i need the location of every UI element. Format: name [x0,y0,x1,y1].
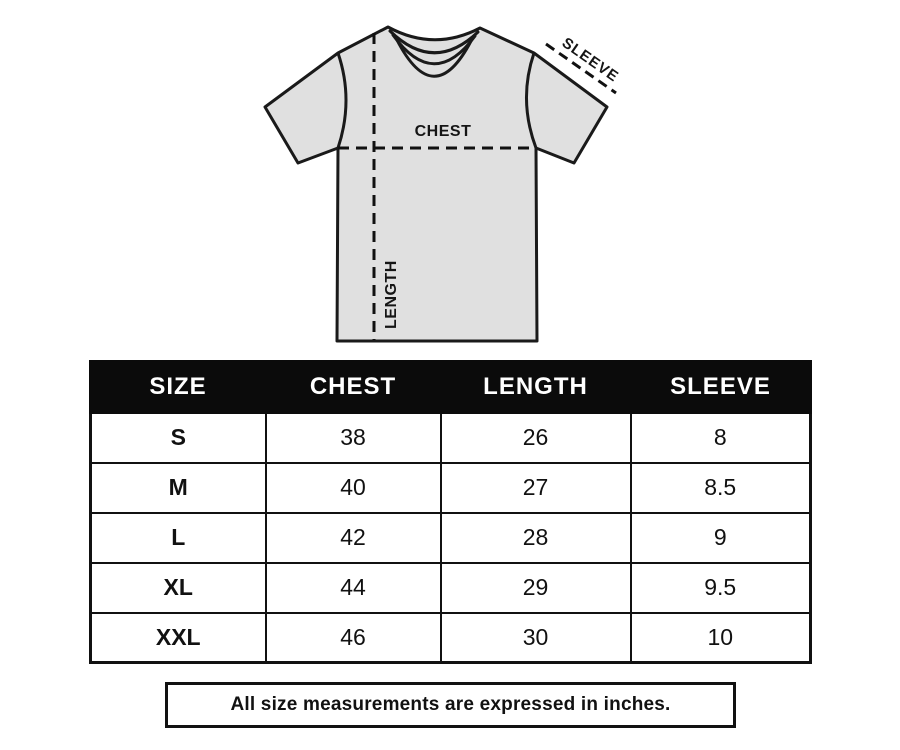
size-cell: XXL [91,613,266,663]
sleeve-label: SLEEVE [558,34,622,86]
col-header-length: LENGTH [441,362,631,413]
chest-cell: 44 [266,563,441,613]
tshirt-outline [265,27,607,341]
length-cell: 30 [441,613,631,663]
table-row [91,413,811,463]
size-cell: S [91,413,266,463]
chest-cell: 46 [266,613,441,663]
table-row [91,563,811,613]
length-cell: 28 [441,513,631,563]
table-row [91,613,811,663]
chest-label: CHEST [414,123,472,140]
size-table [89,360,812,664]
col-header-chest: CHEST [266,362,441,413]
sleeve-cell: 8.5 [631,463,811,513]
chest-cell: 40 [266,463,441,513]
footnote-text: All size measurements are expressed in inches. [230,694,671,715]
sleeve-cell: 9.5 [631,563,811,613]
length-cell: 27 [441,463,631,513]
col-header-sleeve: SLEEVE [631,362,811,413]
col-header-size: SIZE [91,362,266,413]
length-label: LENGTH [383,260,400,329]
table-row [91,463,811,513]
size-cell: M [91,463,266,513]
sleeve-cell: 9 [631,513,811,563]
length-cell: 26 [441,413,631,463]
sleeve-cell: 8 [631,413,811,463]
length-cell: 29 [441,563,631,613]
chest-cell: 38 [266,413,441,463]
size-cell: XL [91,563,266,613]
size-cell: L [91,513,266,563]
tshirt-diagram [0,0,900,360]
sleeve-cell: 10 [631,613,811,663]
footnote-box [165,682,736,728]
chest-cell: 42 [266,513,441,563]
table-header-row [91,362,811,413]
table-row [91,513,811,563]
